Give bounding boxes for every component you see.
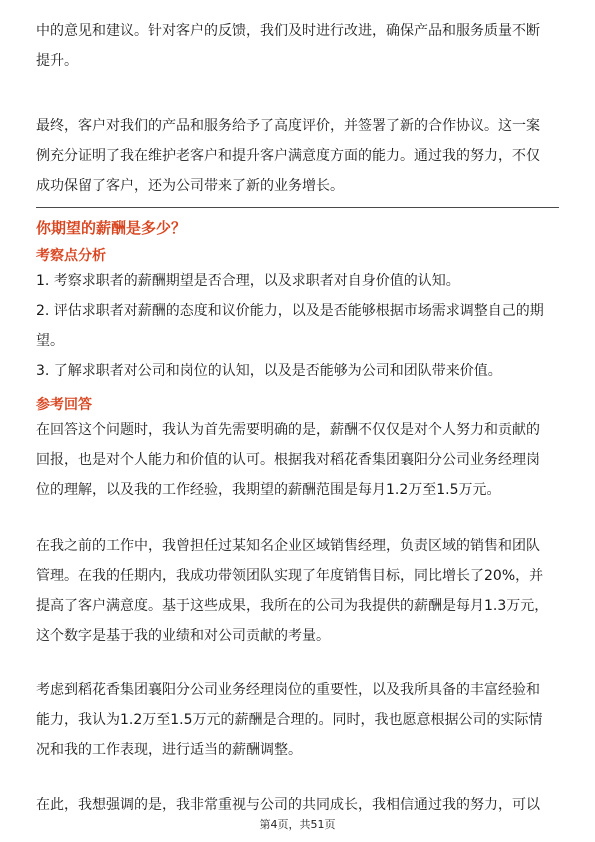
list-item: 3. 了解求职者对公司和岗位的认知，以及是否能够为公司和团队带来价值。 [36, 363, 502, 379]
text-line: 中的意见和建议。针对客户的反馈，我们及时进行改进，确保产品和服务质量不断 [36, 23, 540, 39]
text-line: 能力，我认为1.2万至1.5万元的薪酬是合理的。同时，我也愿意根据公司的实际情 [36, 712, 543, 728]
text-line: 考虑到稻花香集团襄阳分公司业务经理岗位的重要性，以及我所具备的丰富经验和 [36, 682, 540, 698]
list-item: 2. 评估求职者对薪酬的态度和议价能力，以及是否能够根据市场需求调整自己的期 [36, 303, 544, 319]
answer-paragraph [36, 418, 559, 502]
question-title: 你期望的薪酬是多少？ [36, 219, 187, 237]
text-line: 在回答这个问题时，我认为首先需要明确的是，薪酬不仅仅是对个人努力和贡献的 [36, 422, 540, 438]
text-line: 回报，也是对个人能力和价值的认可。根据我对稻花香集团襄阳分公司业务经理岗 [36, 452, 540, 468]
text-line: 况和我的工作表现，进行适当的薪酬调整。 [36, 742, 302, 758]
answer-paragraph [36, 678, 559, 762]
analysis-heading: 考察点分析 [36, 248, 106, 264]
text-line: 在我之前的工作中，我曾担任过某知名企业区域销售经理，负责区域的销售和团队 [36, 538, 540, 554]
text-line: 成功保留了客户，还为公司带来了新的业务增长。 [36, 178, 344, 194]
text-line: 管理。在我的任期内，我成功带领团队实现了年度销售目标，同比增长了20%，并 [36, 568, 544, 584]
text-line: 提高了客户满意度。基于这些成果，我所在的公司为我提供的薪酬是每月1.3万元， [36, 598, 549, 614]
conclusion-paragraph [36, 114, 559, 198]
text-line: 提升。 [36, 53, 78, 69]
top-paragraph [36, 19, 559, 73]
text-line: 位的理解，以及我的工作经验，我期望的薪酬范围是每月1.2万至1.5万元。 [36, 482, 501, 498]
answer-paragraph [36, 793, 559, 817]
text-line: 最终，客户对我们的产品和服务给予了高度评价，并签署了新的合作协议。这一案 [36, 118, 540, 134]
text-line: 在此，我想强调的是，我非常重视与公司的共同成长，我相信通过我的努力，可以 [36, 797, 540, 813]
answer-paragraph [36, 534, 559, 648]
list-item: 1. 考察求职者的薪酬期望是否合理，以及求职者对自身价值的认知。 [36, 273, 460, 289]
text-line: 例充分证明了我在维护老客户和提升客户满意度方面的能力。通过我的努力，不仅 [36, 148, 540, 164]
text-line: 这个数字是基于我的业绩和对公司贡献的考量。 [36, 628, 330, 644]
section-divider [36, 207, 559, 208]
list-item-continuation: 望。 [36, 333, 64, 349]
analysis-list [36, 269, 559, 383]
answer-heading: 参考回答 [36, 397, 92, 413]
page-number-footer: 第4页，共51页 [259, 818, 336, 831]
